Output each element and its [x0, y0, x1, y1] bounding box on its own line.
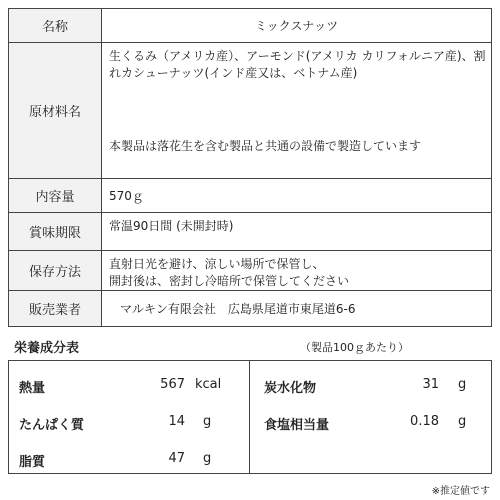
nutrient-value: 14 — [168, 414, 185, 429]
ingredients-spacer — [109, 82, 491, 138]
nutrient-value: 567 — [160, 377, 185, 392]
expiry-label: 賞味期限 — [9, 213, 102, 251]
nutrition-row-fat — [9, 437, 249, 474]
ingredients-line-1: 生くるみ（アメリカ産）、アーモンド(アメリカ カリフォルニア産)、割 — [109, 49, 486, 63]
estimate-footnote: ※推定値です — [431, 486, 490, 497]
nutrition-right-column — [250, 361, 491, 473]
storage-line-1: 直射日光を避け、涼しい場所で保管し、 — [109, 257, 325, 271]
nutrient-name: 脂質 — [19, 455, 46, 470]
nutrition-table — [8, 360, 492, 474]
content-label: 内容量 — [9, 179, 102, 213]
nutrient-value: 31 — [422, 377, 439, 392]
seller-label: 販売業者 — [9, 291, 102, 327]
name-value: ミックスナッツ — [102, 9, 492, 43]
nutrient-name: 熱量 — [19, 381, 46, 396]
nutrient-unit: g — [203, 451, 212, 466]
ingredients-line-2: れカシューナッツ(インド産又は、ベトナム産) — [109, 66, 358, 80]
seller-value: マルキン有限会社 広島県尾道市東尾道6-6 — [102, 291, 492, 327]
ingredients-row — [9, 43, 492, 179]
nutrient-unit: g — [203, 414, 212, 429]
nutrient-name: たんぱく質 — [19, 418, 85, 433]
storage-row — [9, 251, 492, 291]
nutrient-value: 0.18 — [410, 414, 439, 429]
nutrient-value: 47 — [168, 451, 185, 466]
name-row — [9, 9, 492, 43]
nutrition-row-salt — [250, 400, 491, 437]
nutrition-row-energy — [9, 363, 249, 400]
expiry-row — [9, 213, 492, 251]
storage-cell — [102, 251, 492, 291]
storage-label: 保存方法 — [9, 251, 102, 291]
nutrient-name: 炭水化物 — [264, 381, 317, 396]
expiry-value: 常温90日間 (未開封時) — [102, 213, 492, 251]
nutrition-basis: （製品100ｇあたり） — [300, 341, 409, 354]
storage-line-2: 開封後は、密封し冷暗所で保管してください — [109, 274, 350, 288]
nutrition-row-protein — [9, 400, 249, 437]
nutrition-row-carbohydrate — [250, 363, 491, 400]
nutrient-unit: g — [458, 414, 467, 429]
product-info-table — [8, 8, 492, 327]
allergen-note: 本製品は落花生を含む製品と共通の設備で製造しています — [109, 139, 422, 153]
nutrition-title: 栄養成分表 — [14, 341, 80, 356]
nutrient-name: 食塩相当量 — [264, 418, 330, 433]
ingredients-label: 原材料名 — [9, 43, 102, 179]
nutrition-left-column — [9, 361, 250, 473]
content-value: 570ｇ — [102, 179, 492, 213]
ingredients-cell — [102, 43, 492, 179]
content-row — [9, 179, 492, 213]
seller-row — [9, 291, 492, 327]
nutrient-unit: g — [458, 377, 467, 392]
name-label: 名称 — [9, 9, 102, 43]
nutrient-unit: kcal — [195, 377, 222, 392]
